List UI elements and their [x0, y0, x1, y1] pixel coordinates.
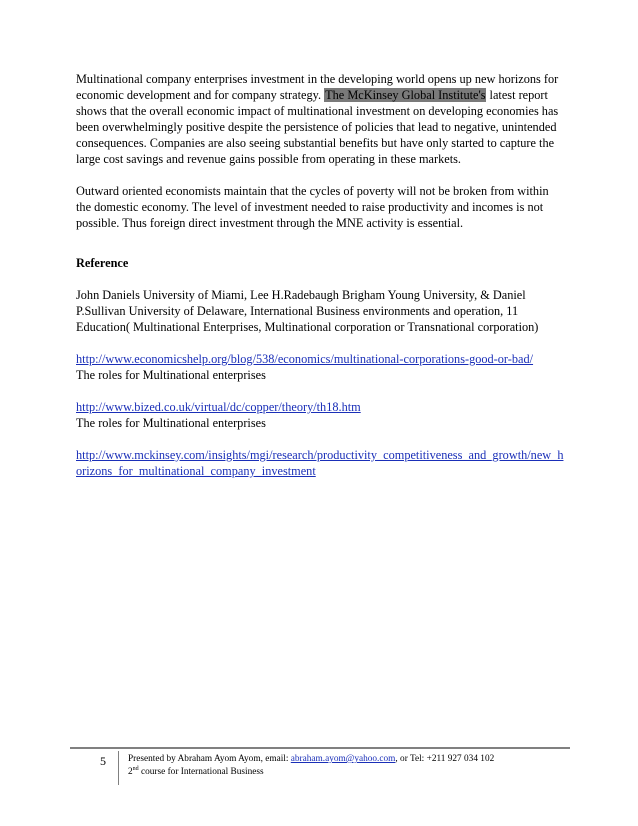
- reference-link[interactable]: http://www.economicshelp.org/blog/538/economics/multinational-corporations-good-or-bad/: [76, 352, 534, 366]
- reference-entry: [76, 399, 566, 431]
- reference-heading: Reference: [76, 256, 129, 270]
- footer-divider: [118, 751, 119, 785]
- footer-presenter: Presented by Abraham Ayom Ayom, email:: [128, 754, 291, 764]
- page-number: 5: [100, 754, 106, 768]
- reference-link[interactable]: http://www.bized.co.uk/virtual/dc/copper/theory/th18.htm: [76, 400, 361, 414]
- footer-phone: , or Tel: +211 927 034 102: [395, 754, 495, 764]
- paragraph-mckinsey: [76, 71, 566, 167]
- highlighted-text: The McKinsey Global Institute's: [325, 88, 486, 102]
- footer-email-link[interactable]: abraham.ayom@yahoo.com: [290, 754, 396, 764]
- footer-text: [128, 753, 568, 779]
- footer-course-number: 2: [128, 767, 133, 777]
- reference-entry: [76, 351, 566, 383]
- reference-note: The roles for Multinational enterprises: [76, 368, 266, 382]
- paragraph-outward: Outward oriented economists maintain that the cycles of poverty will not be broken from within the domestic economy. The level of investment needed to raise productivity and incomes is not possible. Thus foreign direct investment through the MNE activity is essential.: [76, 184, 549, 230]
- paragraph-text: Multinational company enterprises investment in the developing world opens up new horizons for economic development and for company strategy.: [76, 72, 559, 102]
- document-body: [76, 71, 566, 479]
- reference-link[interactable]: http://www.mckinsey.com/insights/mgi/research/productivity_competitiveness_and_growth/new_horizons_for_multinational_company_investment: [76, 448, 564, 478]
- reference-citation: John Daniels University of Miami, Lee H.Radebaugh Brigham Young University, & Daniel P.Sullivan University of Delaware, International Business environments and operation, 11 Education( Multinational Enterprises, Multinational corporation or Transnational corporation): [76, 288, 539, 334]
- reference-entry: [76, 447, 566, 479]
- footer-ordinal-suffix: nd: [132, 765, 139, 772]
- paragraph-text: latest report shows that the overall economic impact of multinational investment on developing economies has been overwhelmingly positive despite the persistence of policies that lead to negative, unintended consequences. Companies are also seeing substantial benefits but have only started to capture the large cost savings and revenue gains possible from operating in these markets.: [76, 88, 559, 166]
- reference-note: The roles for Multinational enterprises: [76, 416, 266, 430]
- page-footer: [70, 747, 570, 777]
- footer-course: course for International Business: [138, 767, 264, 777]
